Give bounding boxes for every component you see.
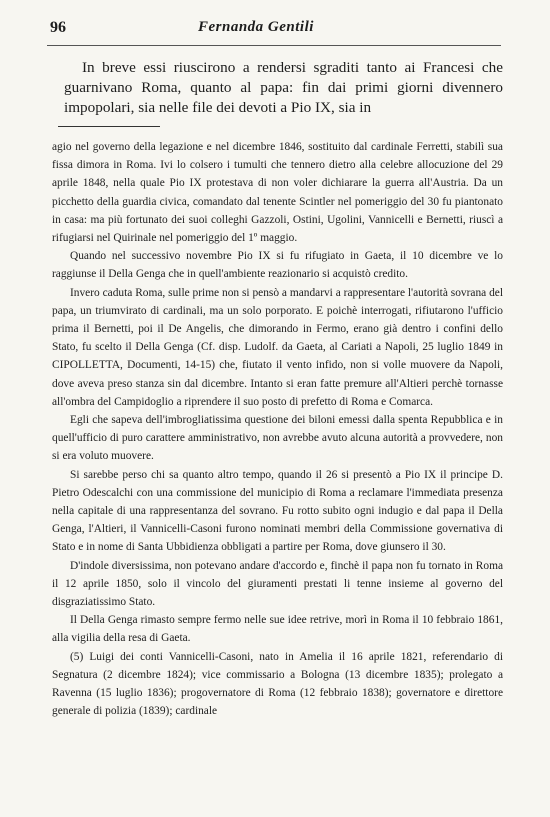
page-number: 96 (50, 19, 66, 36)
footnotes (52, 138, 503, 721)
header-rule (47, 45, 501, 46)
footnote-paragraph: D'indole diversissima, non potevano andare d'accordo e, finchè il papa non fu tornato in Roma il 12 aprile 1850, solo il vincolo del giuramenti prestati li tenne insieme al governo del disgraziatissimo Stato. (52, 559, 503, 609)
footnote-separator (58, 126, 160, 127)
footnote-paragraph: agio nel governo della legazione e nel dicembre 1846, sostituito dal cardinale Ferretti, stabilì sua fissa dimora in Roma. Ivi lo colsero i tumulti che tennero dietro alla celebre allocuzione del 29 aprile 1848, nella quale Pio IX protestava di non voler dichiarare la guerra all'Austria. Da un picchetto della guardia civica, comandato dal tenente Scintler nel pomeriggio del 30 fu piantonato in casa: ma più fortunato dei suoi colleghi Gazzoli, Ostini, Ugolini, Vannicelli e Bernetti, riuscì a rifugiarsi nel Quirinale nel pomeriggio del 1º maggio. (52, 141, 503, 245)
running-title: Fernanda Gentili (198, 19, 314, 35)
footnote-paragraph: Quando nel successivo novembre Pio IX si fu rifugiato in Gaeta, il 10 dicembre ve lo raggiunse il Della Genga che in quell'ambiente reazionario si acquistò credito. (52, 250, 503, 281)
footnote-paragraph: Egli che sapeva dell'imbrogliatissima questione dei biloni emessi dalla spenta Repubblica e in quell'ufficio di puro carattere amministrativo, non avrebbe avuto alcuna autorità a provvedere, non si era voluto muovere. (52, 414, 503, 463)
footnote-paragraph: Invero caduta Roma, sulle prime non si pensò a mandarvi a rappresentare l'autorità sovrana del papa, un triumvirato di cardinali, ma un solo porporato. E poichè interrogati, rifiutarono l'ufficio prima il Bernetti, poi il De Angelis, che dimorando in Fermo, erano già dentro i confini dello Stato, fu scelto il Della Genga (Cf. disp. Ludolf. da Gaeta, al Cariati a Napoli, 25 luglio 1849 in CIPOLLETTA, Documenti, 14-15) che, fiutato il vento infido, non si volle muovere da Napoli, dove aveva preso stanza sin dal dicembre. Intanto si eran fatte premure all'Altieri perchè tornasse all'ombra del Campidoglio a riprendere il suo posto di prefetto di Roma e Comarca. (52, 286, 503, 408)
page-header (50, 19, 502, 41)
main-text: In breve essi riuscirono a rendersi sgraditi tanto ai Francesi che guarnivano Roma, quanto al papa: fin dai primi giorni divennero impopolari, sia nelle file dei devoti a Pio IX, sia in (64, 59, 503, 116)
footnote-paragraph: Il Della Genga rimasto sempre fermo nelle sue idee retrive, morì in Roma il 10 febbraio 1861, alla vigilia della resa di Gaeta. (52, 614, 503, 645)
footnote-paragraph: Si sarebbe perso chi sa quanto altro tempo, quando il 26 si presentò a Pio IX il principe D. Pietro Odescalchi con una commissione del municipio di Roma a reclamare l'immediata presenza nella capitale di una rappresentanza del sovrano. Fu rotto subito ogni indugio e dal papa il Della Genga, l'Altieri, il Vannicelli-Casoni furono nominati membri della Commissione governativa di Stato e in nome di Santa Ubbidienza obbligati a partire per Roma, dove giunsero il 30. (52, 468, 503, 554)
footnote-paragraph: (5) Luigi dei conti Vannicelli-Casoni, nato in Amelia il 16 aprile 1821, referendario di Segnatura (2 dicembre 1824); vice commissario a Bologna (13 dicembre 1835); prolegato a Ravenna (15 luglio 1836); progovernatore di Roma (12 febbraio 1838); governatore e direttore generale di polizia (1839); cardinale (52, 650, 503, 718)
